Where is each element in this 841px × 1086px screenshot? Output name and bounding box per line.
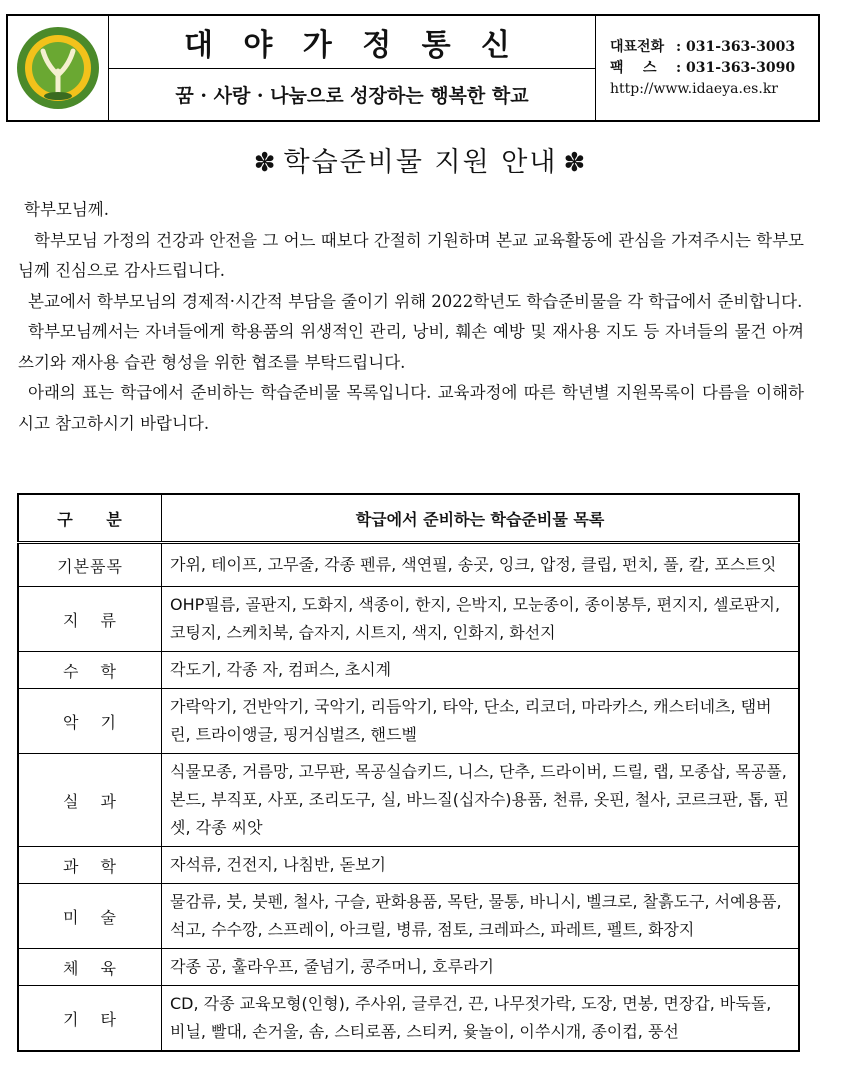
title-cell — [109, 16, 596, 120]
row-category: 악기 — [18, 689, 162, 754]
row-category: 수학 — [18, 652, 162, 689]
table-row — [18, 949, 799, 986]
table-header-row — [18, 494, 799, 543]
row-category: 기타 — [18, 986, 162, 1052]
document-title — [0, 140, 841, 179]
body-paragraph: 학부모님 가정의 건강과 안전을 그 어느 때보다 간절히 기원하며 본교 교육활동에 관심을 가져주시는 학부모님께 진심으로 감사드립니다. — [18, 230, 804, 280]
row-category: 과학 — [18, 847, 162, 884]
row-items: CD, 각종 교육모형(인형), 주사위, 글루건, 끈, 나무젓가락, 도장, 면봉, 면장갑, 바둑돌, 비닐, 빨대, 손거울, 솜, 스티로폼, 스티커, 윷놀이, 이쑤시개, 종이컵, 풍선 — [162, 986, 800, 1052]
asterisk-icon: ✽ — [563, 148, 588, 178]
table-row — [18, 652, 799, 689]
column-header-items: 학급에서 준비하는 학습준비물 목록 — [162, 494, 800, 543]
contact-info — [596, 16, 818, 120]
supply-list-table — [17, 493, 800, 1052]
row-items: 식물모종, 거름망, 고무판, 목공실습키드, 니스, 단추, 드라이버, 드릴, 랩, 모종삽, 목공풀, 본드, 부직포, 사포, 조리도구, 실, 바느질(십자수)용품, 천류, 옷핀, 철사, 코르크판, 톱, 핀셋, 각종 씨앗 — [162, 754, 800, 847]
row-category: 기본품목 — [18, 543, 162, 587]
website-link[interactable]: http://www.idaeya.es.kr — [610, 80, 778, 97]
table-row — [18, 754, 799, 847]
school-slogan: 꿈 · 사랑 · 나눔으로 성장하는 행복한 학교 — [175, 85, 529, 107]
body-paragraph: 학부모님께서는 자녀들에게 학용품의 위생적인 관리, 낭비, 훼손 예방 및 재사용 지도 등 자녀들의 물건 아껴쓰기와 재사용 습관 형성을 위한 협조를 부탁드립니다. — [18, 322, 804, 372]
row-items: 가위, 테이프, 고무줄, 각종 펜류, 색연필, 송곳, 잉크, 압정, 클립, 펀치, 풀, 칼, 포스트잇 — [162, 543, 800, 587]
table-row — [18, 847, 799, 884]
phone-row — [610, 37, 818, 58]
column-header-category: 구 분 — [18, 494, 162, 543]
row-category: 실과 — [18, 754, 162, 847]
newsletter-title: 대 야 가 정 통 신 — [109, 16, 595, 69]
row-items: 가락악기, 건반악기, 국악기, 리듬악기, 타악, 단소, 리코더, 마라카스, 캐스터네츠, 탬버린, 트라이앵글, 핑거심벌즈, 핸드벨 — [162, 689, 800, 754]
body-paragraph: 본교에서 학부모님의 경제적·시간적 부담을 줄이기 위해 2022학년도 학습준비물을 각 학급에서 준비합니다. — [28, 291, 803, 311]
table-row — [18, 884, 799, 949]
fax-row — [610, 58, 818, 79]
table-row — [18, 543, 799, 587]
table-row — [18, 986, 799, 1052]
table-row — [18, 689, 799, 754]
phone-number: : 031-363-3003 — [676, 38, 796, 55]
row-items: 자석류, 건전지, 나침반, 돋보기 — [162, 847, 800, 884]
row-category: 미술 — [18, 884, 162, 949]
body-paragraph: 아래의 표는 학급에서 준비하는 학습준비물 목록입니다. 교육과정에 따른 학년별 지원목록이 다름을 이해하시고 참고하시기 바랍니다. — [18, 383, 804, 433]
document-title-text: 학습준비물 지원 안내 — [283, 147, 558, 178]
row-items: OHP필름, 골판지, 도화지, 색종이, 한지, 은박지, 모눈종이, 종이봉투, 편지지, 셀로판지, 코팅지, 스케치북, 습자지, 시트지, 색지, 인화지, 화선지 — [162, 587, 800, 652]
row-category: 체육 — [18, 949, 162, 986]
fax-label: 팩 스 — [610, 59, 657, 76]
row-category: 지류 — [18, 587, 162, 652]
newsletter-header — [6, 14, 820, 122]
letter-body — [18, 195, 804, 439]
table-row — [18, 587, 799, 652]
asterisk-icon: ✽ — [253, 148, 278, 178]
row-items: 각종 공, 훌라우프, 줄넘기, 콩주머니, 호루라기 — [162, 949, 800, 986]
greeting: 학부모님께. — [24, 200, 109, 219]
phone-label: 대표전화 — [610, 38, 665, 55]
row-items: 각도기, 각종 자, 컴퍼스, 초시계 — [162, 652, 800, 689]
school-logo-icon — [15, 25, 101, 111]
school-logo-cell — [8, 16, 109, 120]
row-items: 물감류, 붓, 붓펜, 철사, 구슬, 판화용품, 목탄, 물통, 바니시, 벨크로, 찰흙도구, 서예용품, 석고, 수수깡, 스프레이, 아크릴, 병류, 점토, 크레파스, 파레트, 펠트, 화장지 — [162, 884, 800, 949]
fax-number: : 031-363-3090 — [676, 59, 796, 76]
